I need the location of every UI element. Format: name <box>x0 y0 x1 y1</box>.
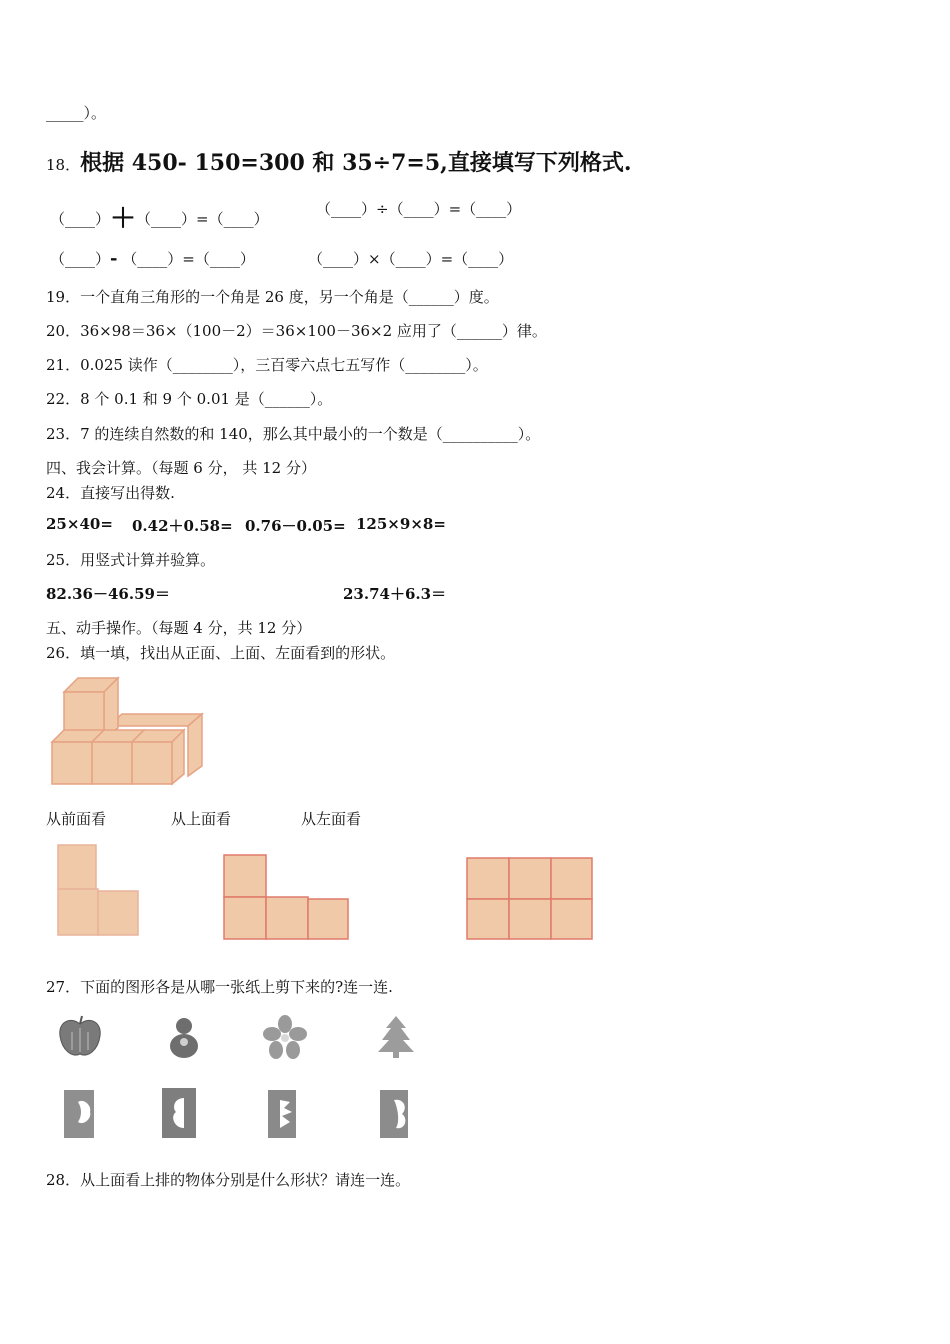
question-20: 20．36×98＝36×（100－2）＝36×100－36×2 应用了（______）律。 <box>46 322 547 340</box>
flower-icon <box>262 1014 308 1060</box>
answer-blank-line: _____）。 <box>46 104 107 122</box>
blank[interactable]: （____） <box>50 250 111 268</box>
blank[interactable]: （____） <box>50 210 111 228</box>
square <box>308 899 348 939</box>
front-cube-1 <box>52 742 92 784</box>
section-4-heading: 四、我会计算。（每题 6 分， 共 12 分） <box>46 459 316 477</box>
top-cube-front <box>64 692 104 732</box>
paper-sheet-4[interactable] <box>378 1088 414 1140</box>
back-row-top <box>108 714 202 726</box>
square <box>224 855 266 897</box>
square <box>467 899 509 939</box>
front-cube-2 <box>92 742 132 784</box>
question-23: 23．7 的连续自然数的和 140，那么其中最小的一个数是（__________）。 <box>46 425 541 443</box>
q18-row2-left <box>50 248 255 269</box>
plus-sign: ＋ <box>110 204 137 234</box>
blank[interactable]: （____）=（____） <box>136 210 269 228</box>
q24-item-c: 0.76－0.05= <box>245 517 346 535</box>
q25-item-a: 82.36－46.59＝ <box>46 585 170 603</box>
back-row-side <box>188 714 202 776</box>
view-left-label: 从左面看 <box>301 810 362 828</box>
blank[interactable]: （____）=（____） <box>122 250 255 268</box>
square <box>551 899 592 939</box>
view-shape-step <box>222 853 352 943</box>
cube-stack-figure <box>48 676 208 788</box>
view-top-label: 从上面看 <box>171 810 232 828</box>
square <box>58 845 96 889</box>
q18-row1-right[interactable]: （____）÷（____）=（____） <box>316 200 522 218</box>
question-26: 26．填一填，找出从正面、上面、左面看到的形状。 <box>46 644 396 662</box>
question-28: 28．从上面看上排的物体分别是什么形状？请连一连。 <box>46 1171 411 1189</box>
q24-item-d: 125×9×8= <box>356 515 446 533</box>
paper-sheet-2[interactable] <box>160 1086 200 1140</box>
square <box>551 858 592 899</box>
square <box>509 858 551 899</box>
square <box>266 897 308 939</box>
question-18-number: 18． <box>46 156 81 174</box>
front-cube-3 <box>132 742 172 784</box>
tree-icon <box>376 1014 416 1058</box>
view-front-label: 从前面看 <box>46 810 107 828</box>
question-25: 25．用竖式计算并验算。 <box>46 551 216 569</box>
view-shape-l <box>54 843 144 939</box>
q24-item-b: 0.42＋0.58= <box>132 517 233 535</box>
q25-item-b: 23.74＋6.3＝ <box>343 585 447 603</box>
question-27: 27．下面的图形各是从哪一张纸上剪下来的?连一连. <box>46 978 393 996</box>
q24-item-a: 25×40= <box>46 515 113 533</box>
square <box>509 899 551 939</box>
question-22: 22．8 个 0.1 和 9 个 0.01 是（______）。 <box>46 390 333 408</box>
question-21: 21．0.025 读作（________），三百零六点七五写作（________）。 <box>46 356 488 374</box>
minus-sign: - <box>110 248 118 269</box>
view-shape-grid <box>464 856 596 942</box>
section-5-heading: 五、动手操作。（每题 4 分，共 12 分） <box>46 619 312 637</box>
q18-row2-right[interactable]: （____）×（____）=（____） <box>308 250 514 268</box>
question-19: 19．一个直角三角形的一个角是 26 度，另一个角是（______）度。 <box>46 288 499 306</box>
gourd-icon <box>164 1012 204 1062</box>
square <box>467 858 509 899</box>
paper-sheet-1[interactable] <box>62 1088 98 1140</box>
square <box>98 891 138 935</box>
apple-icon <box>56 1014 104 1060</box>
question-18-text: 根据 450- 150=300 和 35÷7=5,直接填写下列格式. <box>80 150 632 176</box>
paper-sheet-3[interactable] <box>266 1088 302 1140</box>
q18-row1-left <box>50 198 269 235</box>
question-18 <box>46 146 631 177</box>
square <box>224 897 266 939</box>
question-24: 24．直接写出得数. <box>46 484 175 502</box>
square <box>58 889 98 935</box>
